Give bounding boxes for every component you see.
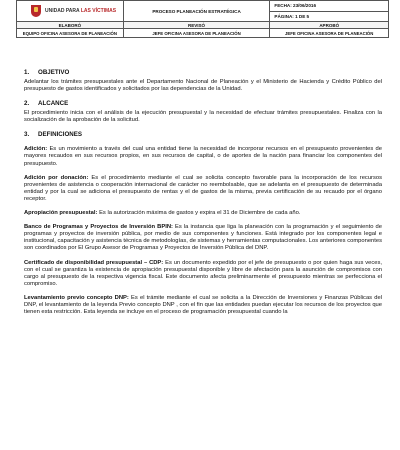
logo-cell — [17, 1, 124, 22]
definition-term: Adición por donación: — [24, 174, 89, 181]
sign-header-elaboro: ELABORÓ — [17, 22, 124, 29]
alcance-paragraph: El procedimiento inicia con el análisis de la ejecución presupuestal y la necesidad de efectuar trámites presupuestales. Finaliza con la socialización de la aprobación de la solicitud. — [24, 110, 382, 124]
process-title: PROCESO PLANEACIÓN ESTRATÉGICA — [123, 1, 270, 22]
definition-text: Es un movimiento a través del cual una entidad tiene la necesidad de incorporar recursos en el presupuesto provenientes de mayores recaudos en sus recursos propios, en sus recursos de capital, o de aportes de la nación para financiar los componentes del presupuesto. — [24, 146, 382, 167]
definition-term: Apropiación presupuestal: — [24, 210, 98, 217]
section-heading-alcance — [24, 100, 382, 107]
sign-value-reviso: JEFE OFICINA ASESORA DE PLANEACIÓN — [123, 29, 270, 38]
sign-value-aprobo: JEFE OFICINA ASESORA DE PLANEACIÓN — [270, 29, 389, 38]
definition-text: Es el procedimiento mediante el cual se solicita concepto favorable para la incorporación de los recursos provenientes de asistencia o cooperación internacional de carácter no reembolsable, que se adelanta en el presupuesto de determinada entidad y por la cual se adiciona el presupuesto de rentas y el de gastos de la misma, previa certificación de su recaudo por el órgano receptor. — [24, 174, 383, 202]
sign-header-reviso: REVISÓ — [123, 22, 270, 29]
page-number: PÁGINA: 1 DE 5 — [270, 11, 389, 22]
definition-paragraph — [24, 210, 382, 217]
unit-logo — [17, 5, 123, 17]
objetivo-paragraph: Adelantar los trámites presupuestales ante el Departamento Nacional de Planeación y el Ministerio de Hacienda y Crédito Público del presupuesto de gastos identificados y solicitados por las dependencias de la Unidad. — [24, 79, 382, 93]
document-date: FECHA: 23/06/2016 — [270, 1, 389, 12]
logo-brand: LAS VÍCTIMAS — [80, 8, 117, 14]
definition-term: Levantamiento previo concepto DNP: — [24, 294, 129, 301]
section-number: 2. — [24, 100, 30, 108]
section-number: 1. — [24, 69, 30, 76]
definition-paragraph — [24, 224, 382, 252]
definition-term: Adición: — [24, 146, 48, 153]
definition-term: Banco de Programas y Proyectos de Inversión BPIN: — [24, 224, 173, 231]
definition-term: Certificado de disponibilidad presupuestal – CDP: — [24, 259, 164, 266]
section-heading-definiciones — [24, 131, 382, 138]
section-title: DEFINICIONES — [38, 131, 83, 139]
definition-paragraph — [24, 146, 382, 167]
logo-prefix: UNIDAD PARA — [45, 8, 81, 14]
sign-value-elaboro: EQUIPO OFICINA ASESORA DE PLANEACIÓN — [17, 29, 124, 38]
sign-header-aprobo: APROBÓ — [270, 22, 389, 29]
definition-paragraph — [24, 295, 382, 316]
definition-text: Es un documento expedido por el jefe de presupuesto o por quien haga sus veces, con el cual se garantiza la existencia de apropiación presupuestal disponible y libre de afectación para la asunción de compromisos con cargo al presupuesto de la respectiva vigencia fiscal. Este documento afecta preliminarmente el presupuesto mientras se perfecciona el compromiso. — [24, 259, 382, 287]
document-header — [16, 0, 389, 38]
section-title: ALCANCE — [38, 100, 69, 108]
section-title: OBJETIVO — [38, 69, 70, 76]
definition-text: Es la instancia que liga la planeación con la programación y el seguimiento de programas y proyectos de inversión pública, por medio de sus componentes y funciones. Está integrado por los componentes legal e institucional, capacitación y asistencia técnica de metodologías, de sistemas y herramientas computacionales. Los anteriores componentes son coordinados por El Grupo Asesor de Programas y Proyectos de Inversión Pública del DNP. — [24, 224, 382, 252]
document-body — [24, 69, 382, 323]
definition-paragraph — [24, 260, 382, 288]
definition-paragraph — [24, 175, 382, 203]
section-heading-objetivo — [24, 69, 382, 76]
coat-of-arms-icon — [31, 5, 41, 17]
logo-text — [45, 8, 116, 14]
section-number: 3. — [24, 131, 30, 139]
definition-text: Es el trámite mediante el cual se solicita a la Dirección de Inversiones y Finanzas Públicas del DNP, el levantamiento de la leyenda Previo concepto DNP , con el fin que las entidades puedan ejecutar los recursos de los proyectos que tienen esta restricción. Esta leyenda se incluye en el proceso de programación presupuestal cuando la — [24, 294, 382, 316]
definition-text: Es la autorización máxima de gastos y expira el 31 de Diciembre de cada año. — [97, 210, 301, 217]
